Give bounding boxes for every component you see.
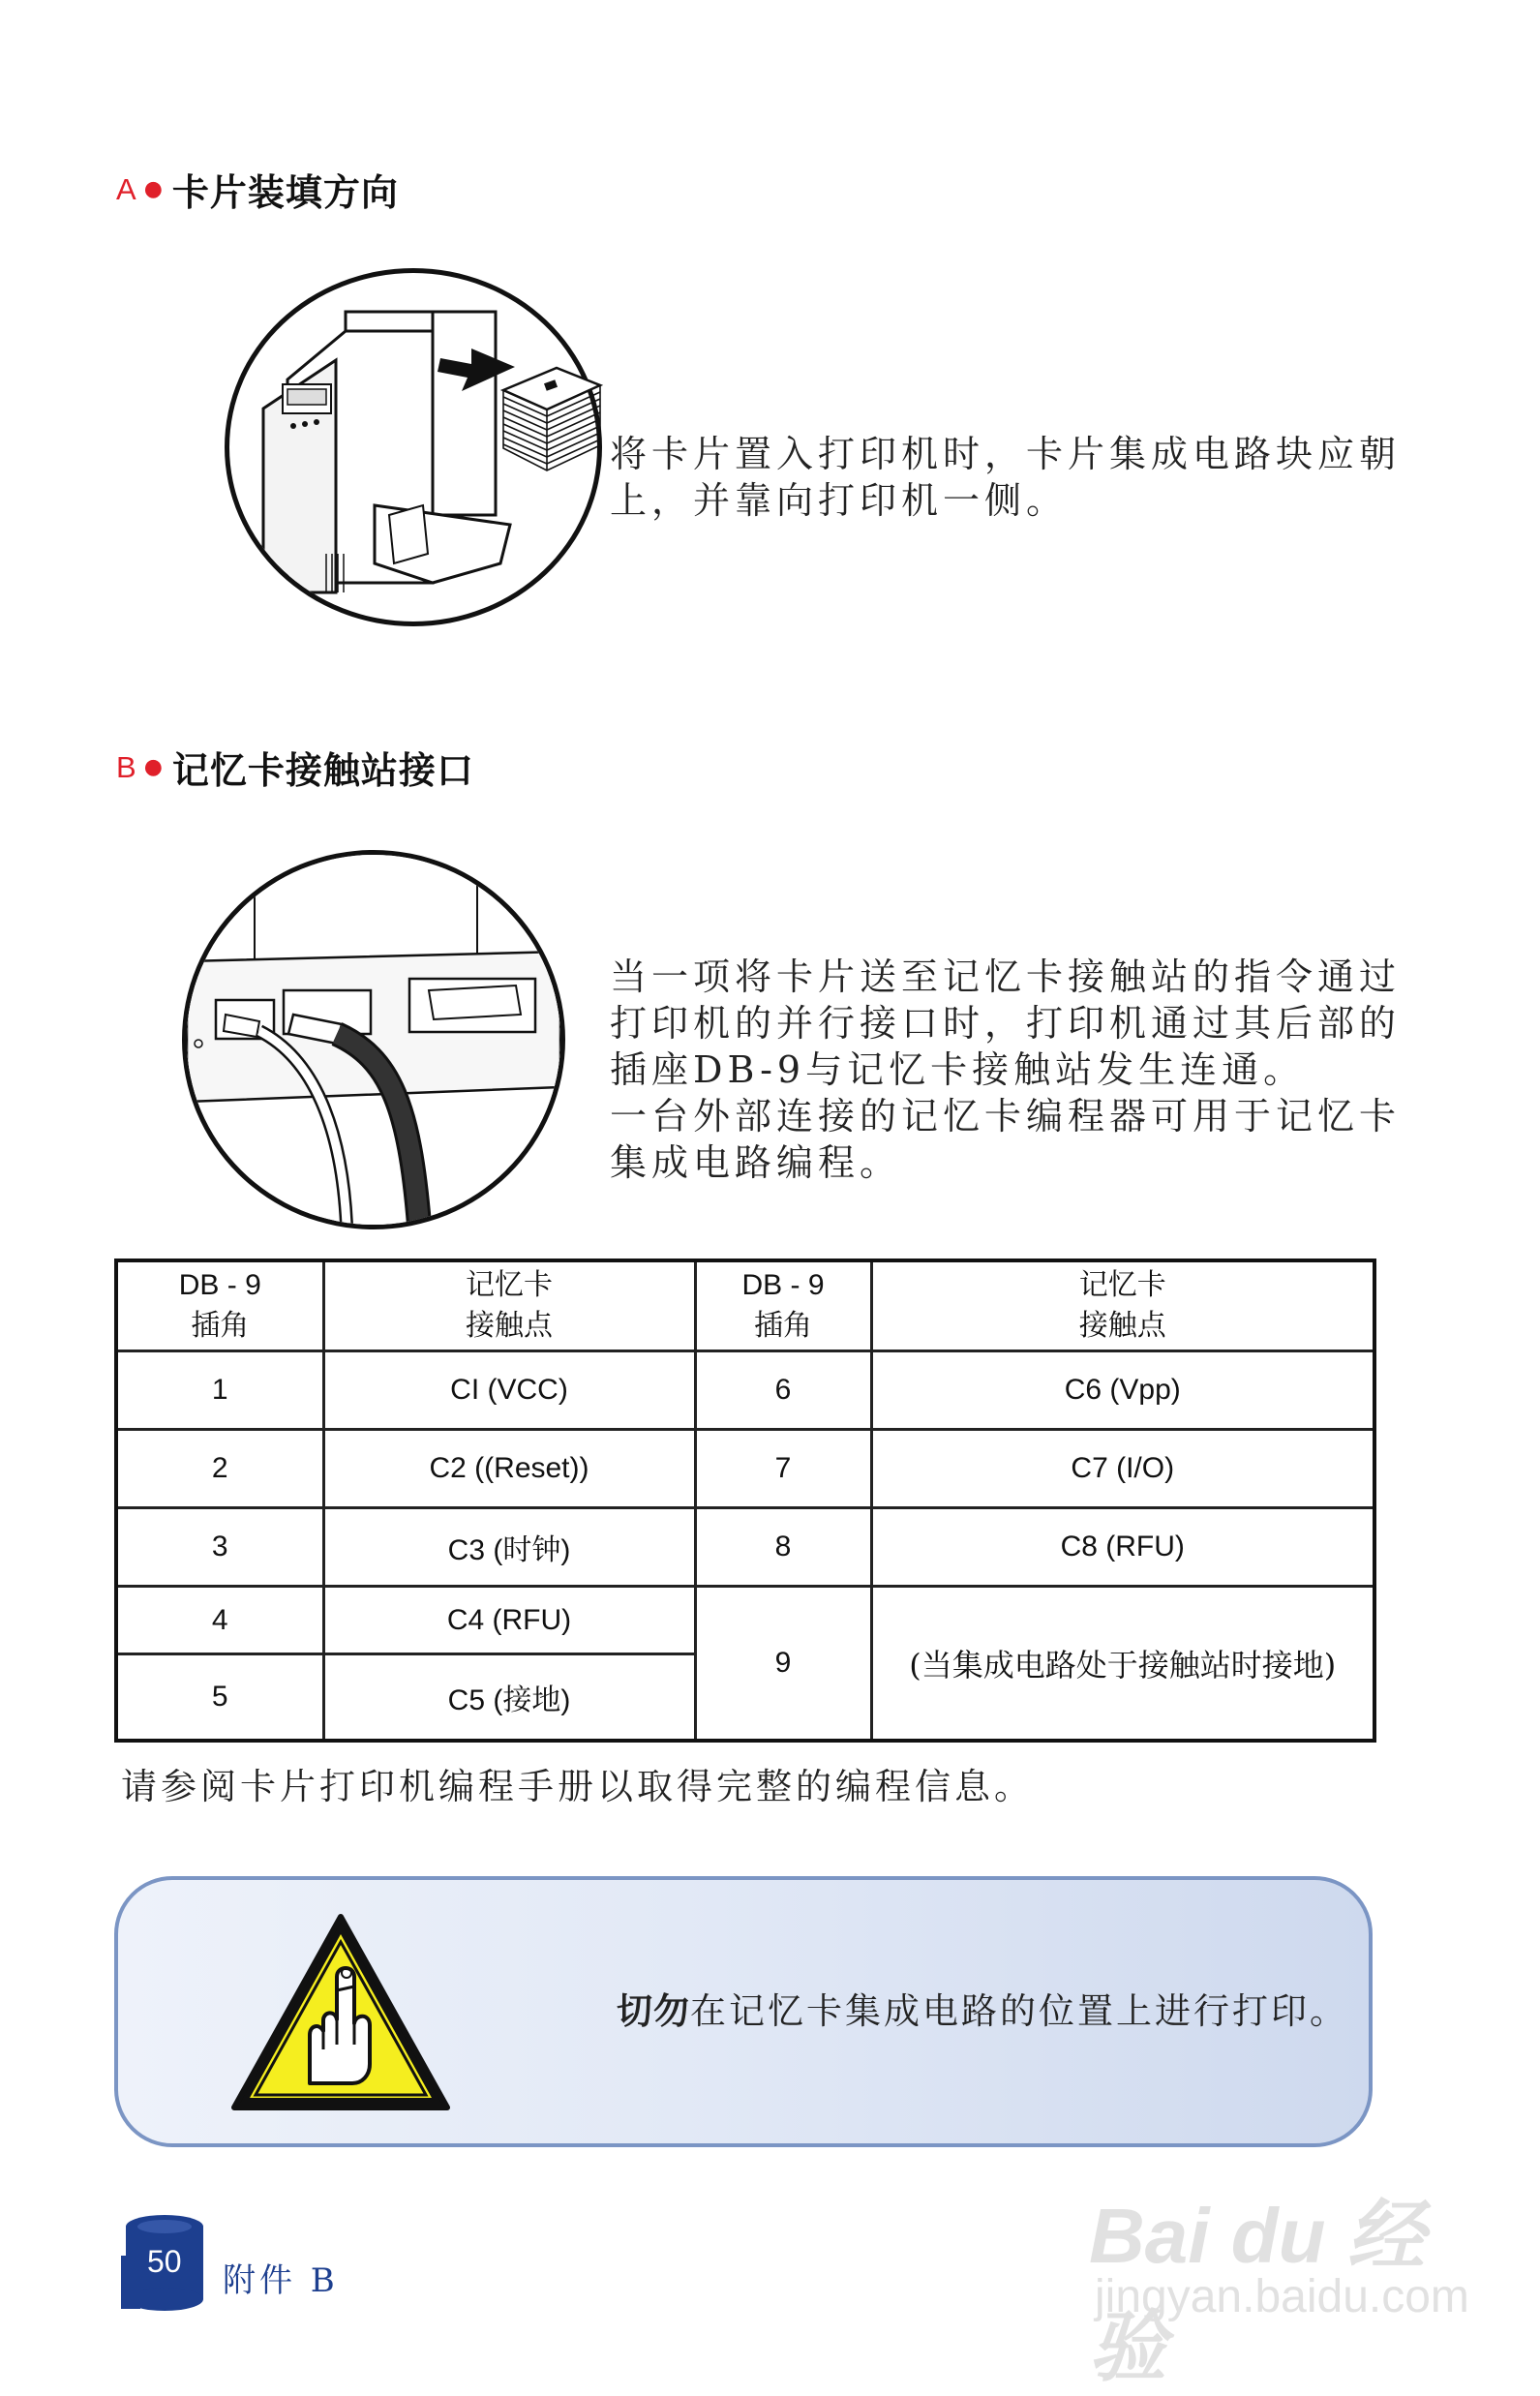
contact-cell: C6 (Vpp) xyxy=(871,1351,1374,1430)
contact-cell: C3 (时钟) xyxy=(323,1508,695,1587)
card-stack-icon xyxy=(489,356,615,482)
table-header-row xyxy=(116,1260,1374,1351)
contact-cell: C7 (I/O) xyxy=(871,1430,1374,1508)
warning-hand-icon xyxy=(226,1909,455,2117)
page-number: 50 xyxy=(147,2244,182,2279)
table-header-cell: 记忆卡 接触点 xyxy=(323,1260,695,1351)
appendix-label: 附件 B xyxy=(223,2261,339,2300)
pin-cell: 6 xyxy=(695,1351,871,1430)
contact-cell: C2 ((Reset)) xyxy=(323,1430,695,1508)
pin-cell: 5 xyxy=(116,1654,323,1742)
table-row xyxy=(116,1508,1374,1587)
table-header-cell: DB - 9 插角 xyxy=(695,1260,871,1351)
contact-cell: CI (VCC) xyxy=(323,1351,695,1430)
pin-cell: 4 xyxy=(116,1587,323,1654)
section-b-line: 当一项将卡片送至记忆卡接触站的指令通过 xyxy=(610,955,1402,998)
contact-cell: C8 (RFU) xyxy=(871,1508,1374,1587)
watermark-brand: Bai du 经验 xyxy=(1089,2193,1425,2390)
section-a-line: 将卡片置入打印机时，卡片集成电路块应朝 xyxy=(610,433,1402,475)
contact-cell: C5 (接地) xyxy=(323,1654,695,1742)
contact-cell: (当集成电路处于接触站时接地) xyxy=(871,1587,1374,1742)
pin-cell: 8 xyxy=(695,1508,871,1587)
warning-callout xyxy=(114,1876,1373,2147)
section-a-line: 上，并靠向打印机一侧。 xyxy=(610,479,1069,522)
footnote-text: 请参阅卡片打印机编程手册以取得完整的编程信息。 xyxy=(121,1766,1034,1807)
section-b-line: 一台外部连接的记忆卡编程器可用于记忆卡 xyxy=(610,1095,1402,1137)
table-header-cell: 记忆卡 接触点 xyxy=(871,1260,1374,1351)
section-a-title: 卡片装填方向 xyxy=(171,171,399,214)
section-a-paragraph xyxy=(610,431,1401,524)
table-header-cell: DB - 9 插角 xyxy=(116,1260,323,1351)
table-row xyxy=(116,1587,1374,1654)
bullet-dot-icon: ● xyxy=(143,755,163,779)
pin-cell: 2 xyxy=(116,1430,323,1508)
section-a-heading xyxy=(116,163,399,216)
db9-pin-table xyxy=(114,1259,1376,1743)
pin-cell: 3 xyxy=(116,1508,323,1587)
contact-cell: C4 (RFU) xyxy=(323,1587,695,1654)
warning-text xyxy=(617,1982,1348,2034)
section-b-heading xyxy=(116,741,474,794)
warning-bold: 切勿 xyxy=(617,1990,690,2032)
pin-cell: 1 xyxy=(116,1351,323,1430)
bullet-dot-icon: ● xyxy=(143,177,163,201)
baidu-watermark xyxy=(1089,2164,1469,2390)
db9-connector-illustration xyxy=(182,850,565,1229)
table-row xyxy=(116,1430,1374,1508)
section-b-paragraph xyxy=(610,954,1401,1186)
section-b-line: 打印机的并行接口时，打印机通过其后部的 xyxy=(610,1002,1402,1045)
watermark-url: jingyan.baidu.com xyxy=(1095,2271,1469,2322)
warning-rest: 在记忆卡集成电路的位置上进行打印。 xyxy=(690,1990,1348,2032)
pin-cell: 7 xyxy=(695,1430,871,1508)
table-row xyxy=(116,1351,1374,1430)
section-b-title: 记忆卡接触站接口 xyxy=(171,749,474,792)
section-b-line: 插座DB-9与记忆卡接触站发生连通。 xyxy=(610,1048,1306,1091)
section-b-letter: B xyxy=(116,749,136,784)
section-b-line: 集成电路编程。 xyxy=(610,1141,902,1184)
section-a-letter: A xyxy=(116,171,136,206)
pin-cell: 9 xyxy=(695,1587,871,1742)
